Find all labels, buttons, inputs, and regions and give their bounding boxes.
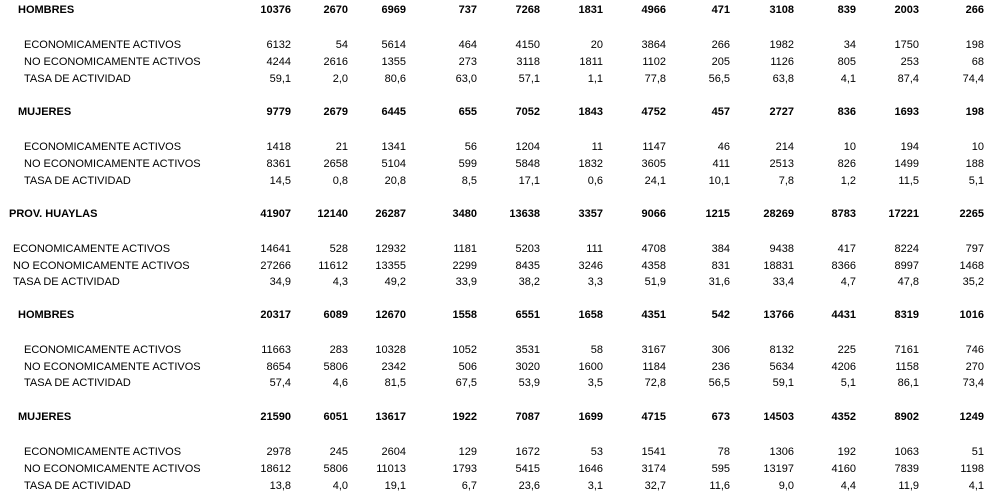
cell-value: 1102 — [642, 56, 666, 68]
cell-value: 12932 — [375, 243, 406, 255]
cell-value: 270 — [965, 361, 984, 373]
cell-value: 599 — [458, 158, 477, 170]
cell-value: 80,6 — [384, 73, 406, 85]
cell-value: 5104 — [381, 158, 406, 170]
cell-value: 11612 — [318, 260, 348, 272]
cell-value: 1499 — [894, 158, 919, 170]
cell-value: 2679 — [323, 106, 348, 118]
group-header-row — [0, 206, 987, 222]
cell-value: 1052 — [452, 344, 477, 356]
cell-value: 0,8 — [332, 175, 348, 187]
row-label: NO ECONOMICAMENTE ACTIVOS — [24, 158, 201, 170]
cell-value: 1468 — [959, 260, 984, 272]
cell-value: 5,1 — [840, 377, 856, 389]
cell-value: 28269 — [763, 208, 794, 220]
cell-value: 826 — [837, 158, 856, 170]
cell-value: 4,4 — [840, 480, 856, 492]
table-row — [0, 173, 987, 189]
cell-value: 1147 — [642, 141, 666, 153]
cell-value: 5415 — [515, 463, 540, 475]
cell-value: 4,0 — [332, 480, 348, 492]
cell-value: 3118 — [516, 56, 540, 68]
cell-value: 59,1 — [269, 73, 291, 85]
cell-value: 81,5 — [384, 377, 406, 389]
cell-value: 9066 — [641, 208, 666, 220]
cell-value: 11,6 — [709, 480, 730, 492]
cell-value: 111 — [586, 243, 603, 255]
cell-value: 7268 — [515, 4, 540, 16]
cell-value: 57,4 — [269, 377, 291, 389]
cell-value: 1793 — [452, 463, 477, 475]
cell-value: 17221 — [888, 208, 919, 220]
cell-value: 214 — [775, 141, 794, 153]
cell-value: 58 — [590, 344, 603, 356]
cell-value: 6445 — [381, 106, 406, 118]
cell-value: 13,8 — [269, 480, 291, 492]
table-row — [0, 156, 987, 172]
cell-value: 4206 — [831, 361, 856, 373]
cell-value: 6551 — [515, 309, 540, 321]
cell-value: 73,4 — [962, 377, 984, 389]
table-row — [0, 54, 987, 70]
cell-value: 737 — [458, 4, 477, 16]
cell-value: 74,4 — [962, 73, 984, 85]
cell-value: 2,0 — [332, 73, 348, 85]
cell-value: 655 — [458, 106, 477, 118]
cell-value: 13197 — [763, 463, 794, 475]
group-header-row — [0, 2, 987, 18]
table-row — [0, 274, 987, 290]
cell-value: 14641 — [260, 243, 291, 255]
cell-value: 5,1 — [968, 175, 984, 187]
row-label: HOMBRES — [18, 4, 75, 16]
cell-value: 1126 — [770, 56, 794, 68]
cell-value: 49,2 — [384, 276, 406, 288]
cell-value: 9,0 — [778, 480, 794, 492]
cell-value: 188 — [965, 158, 984, 170]
cell-value: 542 — [711, 309, 730, 321]
cell-value: 4351 — [641, 309, 666, 321]
cell-value: 21590 — [260, 411, 291, 423]
row-label: TASA DE ACTIVIDAD — [24, 480, 131, 492]
cell-value: 417 — [837, 243, 856, 255]
cell-value: 746 — [965, 344, 984, 356]
cell-value: 56,5 — [708, 377, 730, 389]
cell-value: 7839 — [894, 463, 919, 475]
cell-value: 1198 — [960, 463, 984, 475]
cell-value: 192 — [837, 446, 856, 458]
cell-value: 14503 — [763, 411, 794, 423]
cell-value: 5614 — [381, 39, 406, 51]
cell-value: 464 — [458, 39, 477, 51]
cell-value: 3864 — [641, 39, 666, 51]
table-row — [0, 461, 987, 477]
cell-value: 56 — [464, 141, 477, 153]
row-label: NO ECONOMICAMENTE ACTIVOS — [24, 463, 201, 475]
table-row — [0, 359, 987, 375]
cell-value: 13617 — [375, 411, 406, 423]
cell-value: 2616 — [323, 56, 348, 68]
row-label: TASA DE ACTIVIDAD — [24, 175, 131, 187]
table-row — [0, 258, 987, 274]
cell-value: 11,5 — [898, 175, 919, 187]
cell-value: 3605 — [641, 158, 666, 170]
table-row — [0, 478, 987, 494]
cell-value: 2670 — [323, 4, 348, 16]
cell-value: 3357 — [578, 208, 603, 220]
cell-value: 56,5 — [708, 73, 730, 85]
cell-value: 67,5 — [455, 377, 477, 389]
row-label: TASA DE ACTIVIDAD — [13, 276, 120, 288]
cell-value: 8224 — [894, 243, 919, 255]
cell-value: 6969 — [381, 4, 406, 16]
cell-value: 3108 — [769, 4, 794, 16]
cell-value: 7087 — [515, 411, 540, 423]
table-row — [0, 444, 987, 460]
cell-value: 4358 — [641, 260, 666, 272]
cell-value: 8132 — [769, 344, 794, 356]
cell-value: 78 — [717, 446, 730, 458]
cell-value: 1016 — [959, 309, 984, 321]
cell-value: 63,0 — [455, 73, 477, 85]
table-row — [0, 241, 987, 257]
cell-value: 1646 — [578, 463, 603, 475]
cell-value: 72,8 — [644, 377, 666, 389]
cell-value: 8902 — [894, 411, 919, 423]
cell-value: 253 — [900, 56, 919, 68]
cell-value: 5806 — [323, 463, 348, 475]
row-label: NO ECONOMICAMENTE ACTIVOS — [24, 56, 201, 68]
cell-value: 24,1 — [644, 175, 666, 187]
cell-value: 1355 — [381, 56, 406, 68]
cell-value: 11,9 — [898, 480, 919, 492]
cell-value: 10,1 — [708, 175, 730, 187]
cell-value: 18612 — [260, 463, 291, 475]
cell-value: 797 — [965, 243, 984, 255]
cell-value: 57,1 — [518, 73, 540, 85]
cell-value: 53,9 — [518, 377, 540, 389]
cell-value: 8654 — [266, 361, 291, 373]
cell-value: 1693 — [894, 106, 919, 118]
cell-value: 4715 — [641, 411, 666, 423]
cell-value: 4752 — [641, 106, 666, 118]
cell-value: 1982 — [769, 39, 794, 51]
cell-value: 31,6 — [708, 276, 730, 288]
cell-value: 2342 — [381, 361, 406, 373]
cell-value: 4708 — [641, 243, 666, 255]
cell-value: 26287 — [375, 208, 406, 220]
cell-value: 4150 — [515, 39, 540, 51]
cell-value: 12670 — [375, 309, 406, 321]
cell-value: 7052 — [515, 106, 540, 118]
cell-value: 6051 — [323, 411, 348, 423]
cell-value: 839 — [837, 4, 856, 16]
cell-value: 1811 — [579, 56, 603, 68]
cell-value: 3,1 — [587, 480, 603, 492]
cell-value: 1831 — [578, 4, 603, 16]
cell-value: 3020 — [515, 361, 540, 373]
cell-value: 1249 — [959, 411, 984, 423]
cell-value: 4244 — [266, 56, 291, 68]
cell-value: 47,8 — [897, 276, 919, 288]
cell-value: 198 — [965, 39, 984, 51]
cell-value: 9779 — [266, 106, 291, 118]
cell-value: 4,7 — [840, 276, 856, 288]
row-label: ECONOMICAMENTE ACTIVOS — [24, 344, 182, 356]
cell-value: 1750 — [894, 39, 919, 51]
cell-value: 13766 — [763, 309, 794, 321]
cell-value: 10 — [971, 141, 984, 153]
cell-value: 11013 — [376, 463, 406, 475]
cell-value: 34,9 — [269, 276, 291, 288]
cell-value: 8783 — [831, 208, 856, 220]
cell-value: 59,1 — [772, 377, 794, 389]
row-label: MUJERES — [18, 411, 72, 423]
cell-value: 20 — [590, 39, 603, 51]
cell-value: 20,8 — [384, 175, 406, 187]
cell-value: 266 — [711, 39, 730, 51]
cell-value: 17,1 — [518, 175, 540, 187]
cell-value: 6089 — [323, 309, 348, 321]
cell-value: 1558 — [452, 309, 477, 321]
cell-value: 21 — [335, 141, 348, 153]
table-row — [0, 37, 987, 53]
cell-value: 1204 — [515, 141, 540, 153]
cell-value: 457 — [711, 106, 730, 118]
cell-value: 68 — [971, 56, 984, 68]
cell-value: 831 — [711, 260, 730, 272]
cell-value: 3480 — [452, 208, 477, 220]
cell-value: 5806 — [323, 361, 348, 373]
cell-value: 273 — [458, 56, 477, 68]
cell-value: 129 — [458, 446, 477, 458]
cell-value: 3,3 — [587, 276, 603, 288]
cell-value: 1832 — [578, 158, 603, 170]
cell-value: 8361 — [266, 158, 291, 170]
cell-value: 266 — [965, 4, 984, 16]
cell-value: 3167 — [641, 344, 666, 356]
cell-value: 77,8 — [644, 73, 666, 85]
cell-value: 6132 — [266, 39, 291, 51]
cell-value: 8319 — [894, 309, 919, 321]
row-label: NO ECONOMICAMENTE ACTIVOS — [24, 361, 201, 373]
cell-value: 10328 — [375, 344, 406, 356]
cell-value: 12140 — [317, 208, 348, 220]
cell-value: 63,8 — [772, 73, 794, 85]
cell-value: 1184 — [642, 361, 666, 373]
row-label: ECONOMICAMENTE ACTIVOS — [24, 39, 182, 51]
cell-value: 1306 — [769, 446, 794, 458]
cell-value: 8435 — [515, 260, 540, 272]
cell-value: 283 — [329, 344, 348, 356]
cell-value: 33,9 — [455, 276, 477, 288]
cell-value: 1341 — [381, 141, 406, 153]
cell-value: 51 — [971, 446, 984, 458]
cell-value: 27266 — [260, 260, 291, 272]
cell-value: 5203 — [515, 243, 540, 255]
table-row — [0, 71, 987, 87]
cell-value: 1,1 — [587, 73, 603, 85]
cell-value: 225 — [837, 344, 856, 356]
row-label: NO ECONOMICAMENTE ACTIVOS — [13, 260, 190, 272]
cell-value: 10376 — [260, 4, 291, 16]
cell-value: 6,7 — [461, 480, 477, 492]
cell-value: 18831 — [763, 260, 794, 272]
table-row — [0, 139, 987, 155]
cell-value: 1215 — [705, 208, 730, 220]
cell-value: 19,1 — [384, 480, 406, 492]
cell-value: 23,6 — [518, 480, 540, 492]
cell-value: 4160 — [831, 463, 856, 475]
cell-value: 245 — [329, 446, 348, 458]
cell-value: 2299 — [452, 260, 477, 272]
cell-value: 1541 — [641, 446, 666, 458]
cell-value: 87,4 — [897, 73, 919, 85]
cell-value: 1181 — [453, 243, 477, 255]
cell-value: 2727 — [769, 106, 794, 118]
row-label: TASA DE ACTIVIDAD — [24, 73, 131, 85]
cell-value: 1922 — [452, 411, 477, 423]
cell-value: 3531 — [515, 344, 540, 356]
group-header-row — [0, 409, 987, 425]
cell-value: 2978 — [266, 446, 291, 458]
cell-value: 20317 — [260, 309, 291, 321]
cell-value: 54 — [335, 39, 348, 51]
cell-value: 198 — [965, 106, 984, 118]
cell-value: 306 — [711, 344, 730, 356]
table-row — [0, 375, 987, 391]
cell-value: 2658 — [323, 158, 348, 170]
cell-value: 205 — [711, 56, 730, 68]
cell-value: 14,5 — [269, 175, 291, 187]
cell-value: 5634 — [769, 361, 794, 373]
cell-value: 34 — [843, 39, 856, 51]
cell-value: 13638 — [509, 208, 540, 220]
cell-value: 194 — [900, 141, 919, 153]
cell-value: 506 — [458, 361, 477, 373]
cell-value: 7,8 — [778, 175, 794, 187]
cell-value: 528 — [329, 243, 348, 255]
row-label: TASA DE ACTIVIDAD — [24, 377, 131, 389]
cell-value: 2513 — [769, 158, 794, 170]
cell-value: 4966 — [641, 4, 666, 16]
cell-value: 4431 — [831, 309, 856, 321]
cell-value: 4,1 — [840, 73, 856, 85]
cell-value: 38,2 — [518, 276, 540, 288]
cell-value: 3174 — [641, 463, 666, 475]
cell-value: 1418 — [266, 141, 291, 153]
group-header-row — [0, 104, 987, 120]
cell-value: 7161 — [894, 344, 919, 356]
cell-value: 673 — [711, 411, 730, 423]
cell-value: 3246 — [578, 260, 603, 272]
row-label: ECONOMICAMENTE ACTIVOS — [24, 446, 182, 458]
cell-value: 1672 — [515, 446, 540, 458]
cell-value: 1699 — [578, 411, 603, 423]
cell-value: 384 — [711, 243, 730, 255]
cell-value: 51,9 — [644, 276, 666, 288]
cell-value: 805 — [837, 56, 856, 68]
cell-value: 1843 — [578, 106, 603, 118]
cell-value: 1158 — [895, 361, 919, 373]
cell-value: 1063 — [894, 446, 919, 458]
cell-value: 2265 — [959, 208, 984, 220]
cell-value: 8366 — [831, 260, 856, 272]
cell-value: 0,6 — [587, 175, 603, 187]
cell-value: 1,2 — [840, 175, 856, 187]
cell-value: 471 — [711, 4, 730, 16]
cell-value: 2003 — [894, 4, 919, 16]
cell-value: 4,3 — [332, 276, 348, 288]
cell-value: 46 — [717, 141, 730, 153]
cell-value: 10 — [843, 141, 856, 153]
cell-value: 8,5 — [461, 175, 477, 187]
cell-value: 11663 — [261, 344, 291, 356]
cell-value: 236 — [711, 361, 730, 373]
cell-value: 3,5 — [587, 377, 603, 389]
cell-value: 35,2 — [962, 276, 984, 288]
cell-value: 32,7 — [644, 480, 666, 492]
cell-value: 4352 — [831, 411, 856, 423]
cell-value: 1658 — [578, 309, 603, 321]
cell-value: 13355 — [375, 260, 406, 272]
cell-value: 33,4 — [772, 276, 794, 288]
row-label: PROV. HUAYLAS — [9, 208, 98, 220]
table-row — [0, 342, 987, 358]
cell-value: 836 — [837, 106, 856, 118]
row-label: ECONOMICAMENTE ACTIVOS — [24, 141, 182, 153]
cell-value: 41907 — [260, 208, 291, 220]
cell-value: 4,1 — [968, 480, 984, 492]
cell-value: 411 — [712, 158, 730, 170]
cell-value: 5848 — [515, 158, 540, 170]
row-label: HOMBRES — [18, 309, 75, 321]
group-header-row — [0, 307, 987, 323]
row-label: ECONOMICAMENTE ACTIVOS — [13, 243, 171, 255]
row-label: MUJERES — [18, 106, 72, 118]
cell-value: 1600 — [578, 361, 603, 373]
cell-value: 53 — [590, 446, 603, 458]
cell-value: 595 — [711, 463, 730, 475]
cell-value: 86,1 — [897, 377, 919, 389]
cell-value: 11 — [591, 141, 603, 153]
cell-value: 9438 — [769, 243, 794, 255]
cell-value: 2604 — [381, 446, 406, 458]
cell-value: 8997 — [894, 260, 919, 272]
cell-value: 4,6 — [332, 377, 348, 389]
